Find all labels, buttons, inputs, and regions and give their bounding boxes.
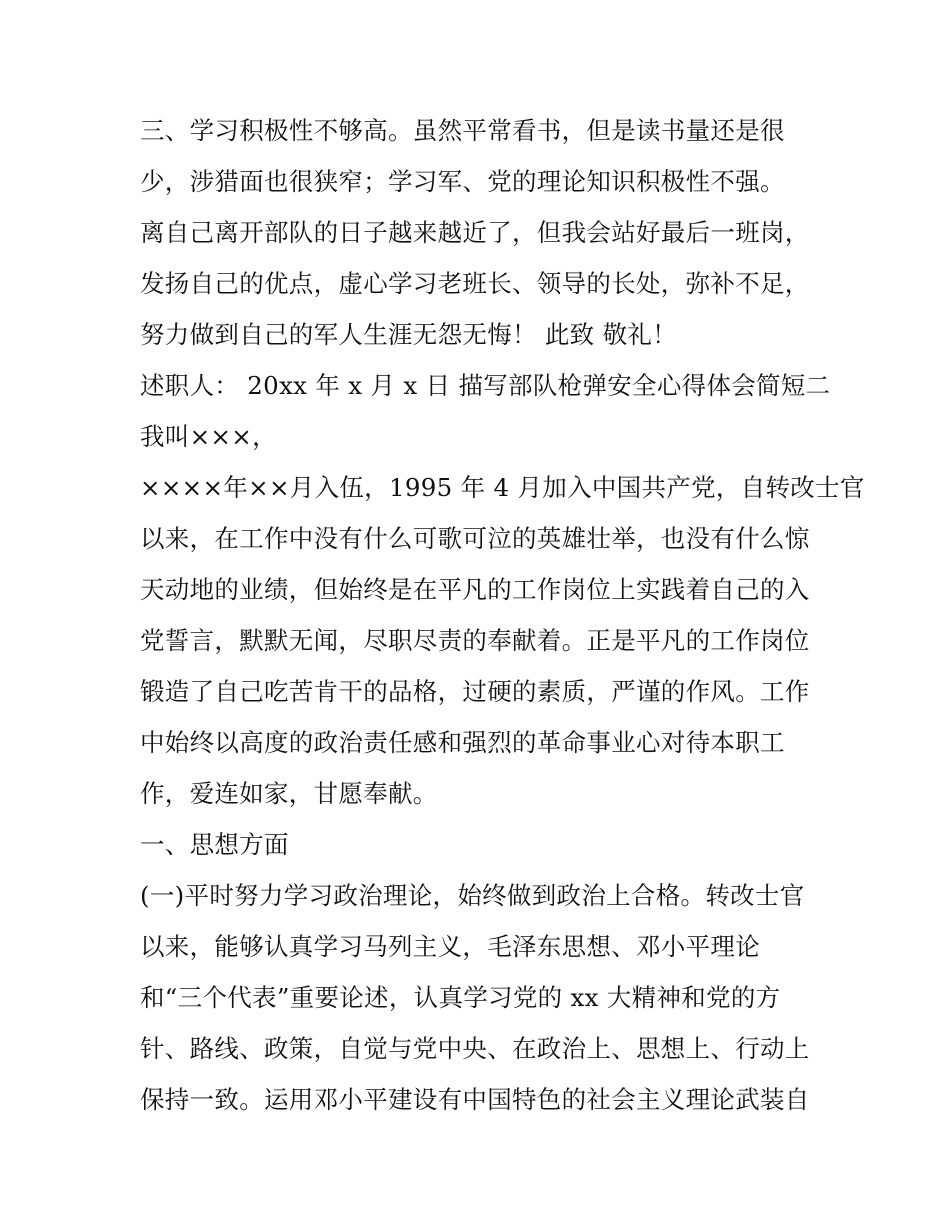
text-line: 述职人： 20xx 年 x 月 x 日 描写部队枪弹安全心得体会简短二 [140,371,831,400]
text-line: 以来，在工作中没有什么可歌可泣的英雄壮举，也没有什么惊 [140,524,810,553]
text-line: 努力做到自己的军人生涯无怨无悔！ 此致 敬礼！ [140,320,677,349]
text-line: 作，爱连如家，甘愿奉献。 [140,779,438,808]
text-line: ××××年××月入伍，1995 年 4 月加入中国共产党，自转改士官 [140,473,865,502]
section-heading: 一、思想方面 [140,830,289,859]
text-line: 天动地的业绩，但始终是在平凡的工作岗位上实践着自己的入 [140,575,810,604]
text-line: (一)平时努力学习政治理论，始终做到政治上合格。转改士官 [140,881,805,910]
text-line: 锻造了自己吃苦肯干的品格，过硬的素质，严谨的作风。工作 [140,677,810,706]
text-line: 发扬自己的优点，虚心学习老班长、领导的长处，弥补不足， [140,269,810,298]
document-body [140,105,865,1125]
text-line: 少，涉猎面也很狭窄；学习军、党的理论知识积极性不强。 [140,167,785,196]
text-line: 三、学习积极性不够高。虽然平常看书，但是读书量还是很 [140,116,785,145]
text-line: 针、路线、政策，自觉与党中央、在政治上、思想上、行动上 [140,1034,810,1063]
text-line: 党誓言，默默无闻，尽职尽责的奉献着。正是平凡的工作岗位 [140,626,810,655]
text-line: 我叫×××， [140,422,277,451]
text-line: 离自己离开部队的日子越来越近了，但我会站好最后一班岗， [140,218,810,247]
text-line: 和“三个代表”重要论述，认真学习党的 xx 大精神和党的方 [140,983,781,1012]
text-line: 保持一致。运用邓小平建设有中国特色的社会主义理论武装自 [140,1085,810,1114]
text-line: 中始终以高度的政治责任感和强烈的革命事业心对待本职工 [140,728,785,757]
text-line: 以来，能够认真学习马列主义，毛泽东思想、邓小平理论 [140,932,760,961]
